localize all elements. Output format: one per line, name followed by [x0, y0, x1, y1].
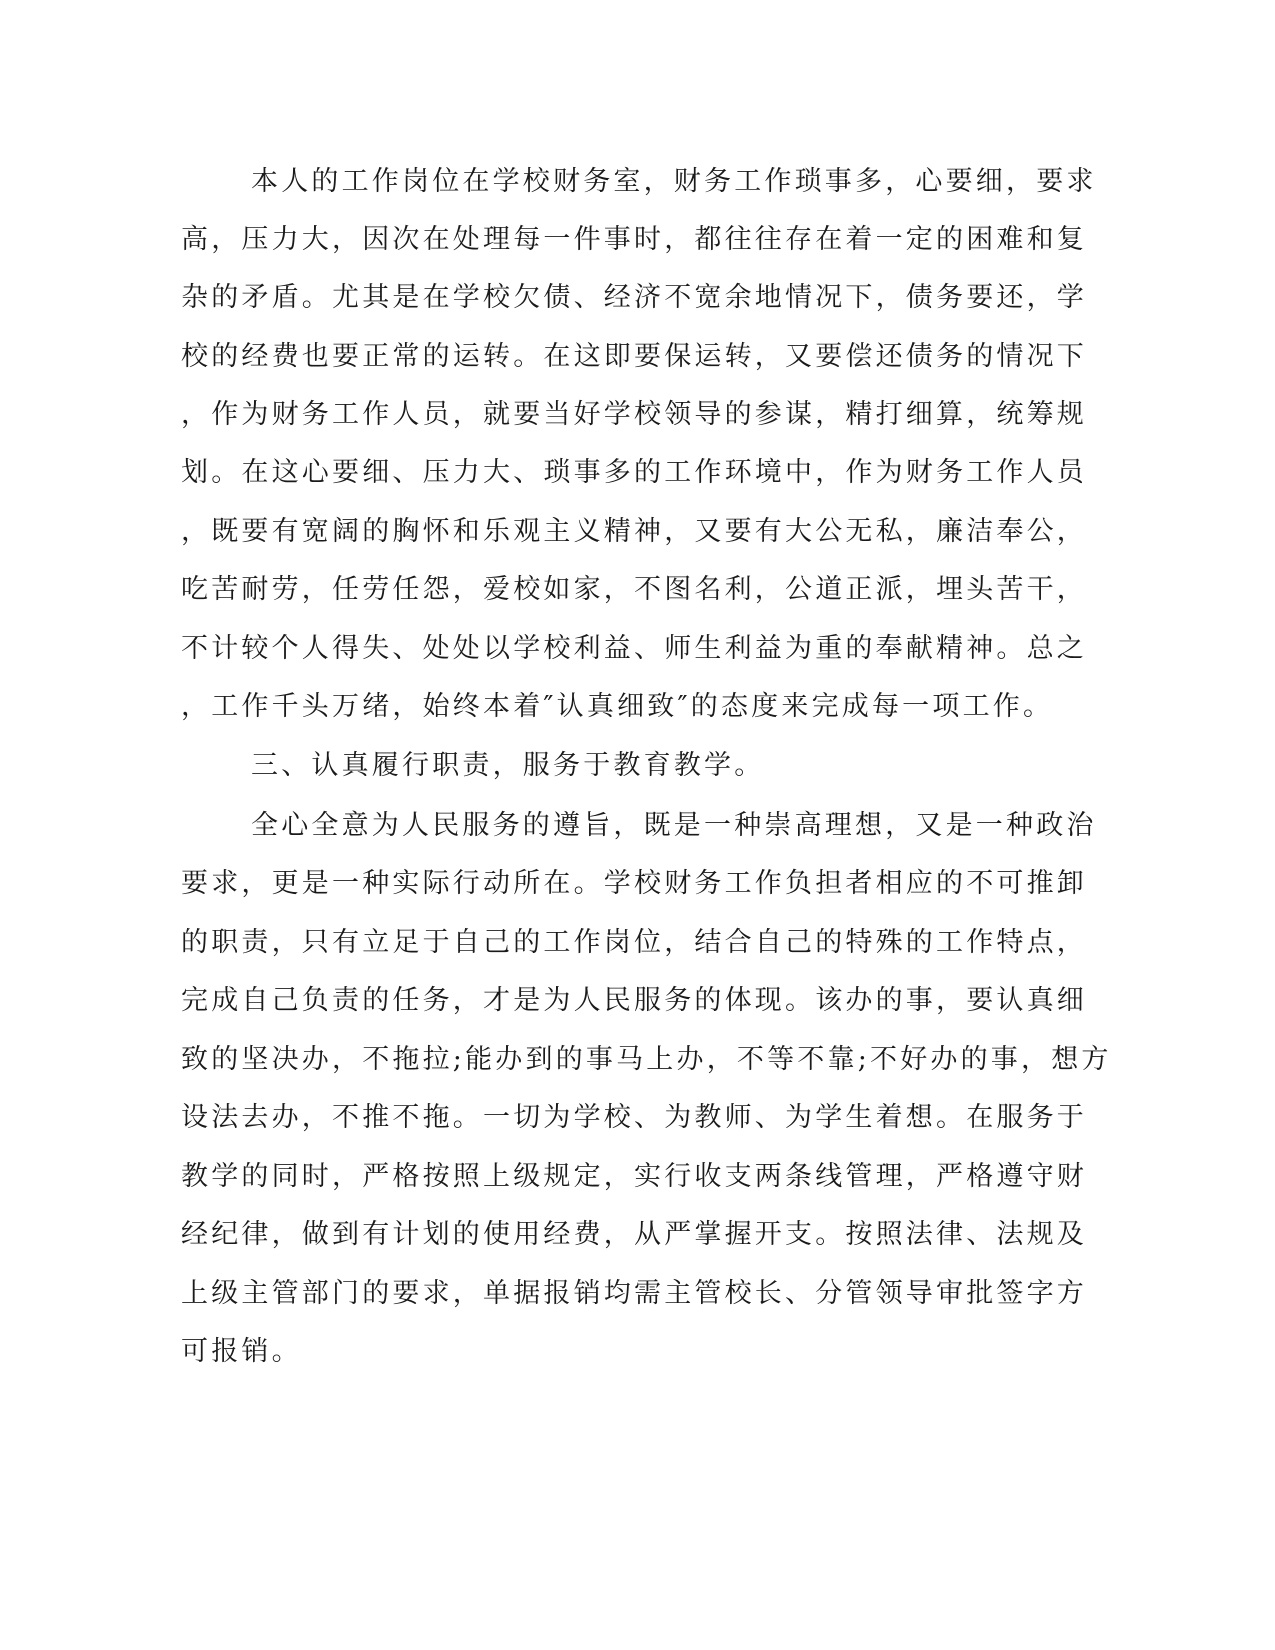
paragraph-2-line-8: 经纪律，做到有计划的使用经费，从严掌握开支。按照法律、法规及: [181, 1219, 1087, 1250]
paragraph-1-line-7: ，既要有宽阔的胸怀和乐观主义精神，又要有大公无私，廉洁奉公，: [181, 516, 1087, 547]
paragraph-2-line-1: 全心全意为人民服务的遵旨，既是一种崇高理想，又是一种政治: [251, 810, 1097, 841]
paragraph-2-line-5: 致的坚决办，不拖拉;能办到的事马上办，不等不靠;不好办的事，想方: [181, 1044, 1112, 1075]
paragraph-2-line-10: 可报销。: [181, 1336, 302, 1367]
paragraph-1-line-1: 本人的工作岗位在学校财务室，财务工作琐事多，心要细，要求: [251, 166, 1097, 197]
section-heading-3: 三、认真履行职责，服务于教育教学。: [251, 750, 765, 781]
paragraph-2-line-2: 要求，更是一种实际行动所在。学校财务工作负担者相应的不可推卸: [181, 868, 1087, 899]
paragraph-2-line-4: 完成自己负责的任务，才是为人民服务的体现。该办的事，要认真细: [181, 985, 1087, 1016]
paragraph-1-line-2: 高，压力大，因次在处理每一件事时，都往往存在着一定的困难和复: [181, 224, 1087, 255]
paragraph-2-line-7: 教学的同时，严格按照上级规定，实行收支两条线管理，严格遵守财: [181, 1161, 1087, 1192]
paragraph-1-line-9: 不计较个人得失、处处以学校利益、师生利益为重的奉献精神。总之: [181, 633, 1087, 664]
paragraph-1-line-3: 杂的矛盾。尤其是在学校欠债、经济不宽余地情况下，债务要还，学: [181, 282, 1087, 313]
paragraph-1-line-5: ，作为财务工作人员，就要当好学校领导的参谋，精打细算，统筹规: [181, 399, 1087, 430]
paragraph-2-line-3: 的职责，只有立足于自己的工作岗位，结合自己的特殊的工作特点，: [181, 927, 1087, 958]
paragraph-1-line-8: 吃苦耐劳，任劳任怨，爱校如家，不图名利，公道正派，埋头苦干，: [181, 574, 1087, 605]
paragraph-2-line-6: 设法去办，不推不拖。一切为学校、为教师、为学生着想。在服务于: [181, 1102, 1087, 1133]
paragraph-1-line-10: ，工作千头万绪，始终本着″认真细致″的态度来完成每一项工作。: [181, 691, 1054, 722]
paragraph-1-line-6: 划。在这心要细、压力大、琐事多的工作环境中，作为财务工作人员: [181, 457, 1087, 488]
paragraph-1-line-4: 校的经费也要正常的运转。在这即要保运转，又要偿还债务的情况下: [181, 341, 1087, 372]
paragraph-2-line-9: 上级主管部门的要求，单据报销均需主管校长、分管领导审批签字方: [181, 1278, 1087, 1309]
